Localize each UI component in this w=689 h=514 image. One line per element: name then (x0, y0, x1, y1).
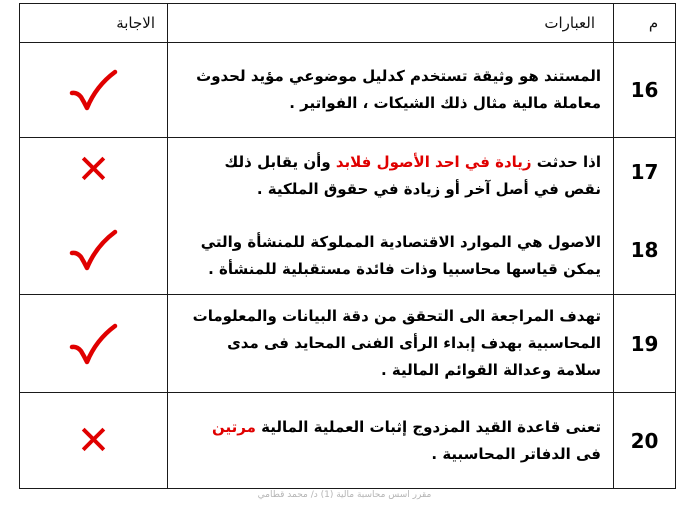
statement-text: تعنى قاعدة القيد المزدوج إثبات العملية المالية (255, 417, 601, 436)
statement-text: فى الدفاتر المحاسبية . (431, 444, 601, 463)
table-row (20, 43, 676, 138)
cross-icon: ✕ (76, 417, 111, 464)
table-row (20, 138, 676, 295)
checkmark-icon (68, 226, 120, 274)
statement-cell (168, 138, 614, 295)
header-row (20, 4, 676, 43)
answer-header: الاجابة (20, 4, 168, 43)
statement-cell (168, 295, 614, 393)
statements-header: العبارات (168, 4, 614, 43)
number-header: م (614, 4, 676, 43)
highlight-text: مرتين (212, 417, 256, 436)
statement-text: تهدف المراجعة الى التحقق من دقة البيانات والمعلومات المحاسبية بهدف إبداء الرأى الفنى المحايد فى مدى سلامة وعدالة القوائم المالية . (192, 307, 601, 379)
row-number: 18 (630, 238, 659, 262)
table-row (20, 393, 676, 489)
checkmark-icon (68, 320, 120, 368)
statement-cell (168, 393, 614, 489)
table-row (20, 295, 676, 393)
answer-table (19, 3, 676, 489)
footer-watermark: مقرر اسس محاسبة مالية (1) د/ محمد قطامي (257, 490, 432, 500)
row-number: 19 (614, 295, 676, 393)
answer-cell (20, 393, 168, 489)
statement-cell (168, 43, 614, 138)
cross-icon: ✕ (76, 147, 111, 193)
answer-cell (20, 43, 168, 138)
answer-cell (20, 295, 168, 393)
checkmark-icon (68, 66, 120, 114)
row-number: 20 (614, 393, 676, 489)
row-number: 16 (614, 43, 676, 138)
statement-text: وأن يقابل ذلك نقص في أصل آخر أو زيادة في حقوق الملكية . (224, 153, 601, 198)
answer-cell (20, 138, 168, 295)
row-number: 17 (630, 160, 659, 184)
statement-text: المستند هو وثيقة تستخدم كدليل موضوعي مؤيد لحدوث معاملة مالية مثال ذلك الشيكات ، الفواتير . (196, 67, 601, 112)
row-number-cell (614, 138, 676, 295)
statement-18: الاصول هي الموارد الاقتصادية المملوكة للمنشأة والتي يمكن قياسها محاسبيا وذات فائدة مستقبلية للمنشأة . (200, 233, 601, 278)
statement-text: اذا حدثت (531, 153, 601, 171)
statement-17 (184, 149, 601, 203)
highlight-text: زيادة في احد الأصول فلابد (335, 153, 532, 171)
